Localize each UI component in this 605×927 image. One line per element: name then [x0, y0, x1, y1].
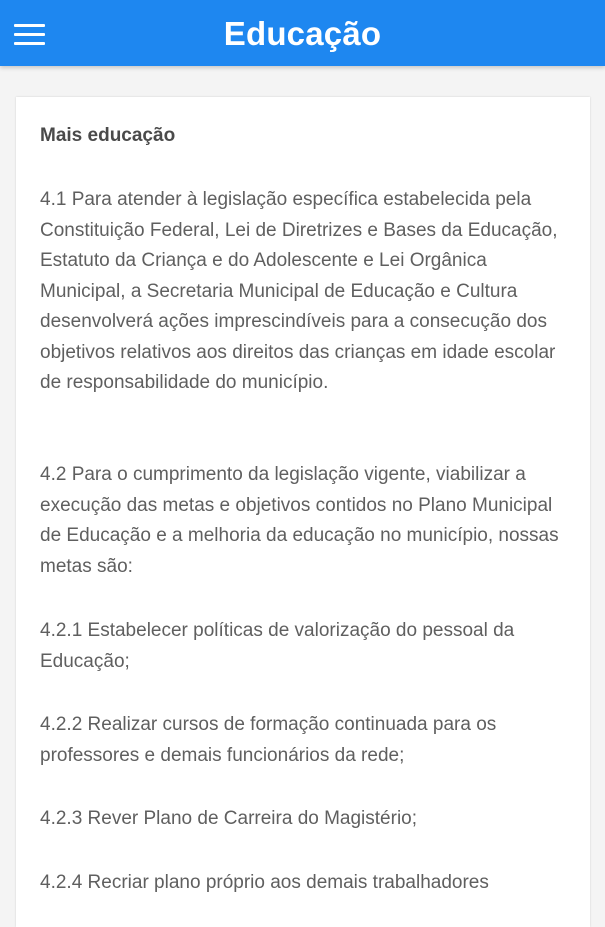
paragraph-4-2-1: 4.2.1 Estabelecer políticas de valorização do pessoal da Educação;: [40, 620, 515, 672]
paragraph-4-2-3: 4.2.3 Rever Plano de Carreira do Magistério;: [40, 808, 418, 829]
app-bar: [0, 0, 605, 66]
section-title: Mais educação: [40, 125, 176, 146]
paragraph-4-2: 4.2 Para o cumprimento da legislação vigente, viabilizar a execução das metas e objetivos contidos no Plano Municipal de Educação e a melhoria da educação no município, nossas metas são:: [40, 464, 559, 577]
paragraph-4-2-4: 4.2.4 Recriar plano próprio aos demais trabalhadores: [40, 872, 489, 893]
page-title: Educação: [223, 15, 382, 52]
content-card: [16, 97, 590, 927]
paragraph-4-1: 4.1 Para atender à legislação específica estabelecida pela Constituição Federal, Lei de Diretrizes e Bases da Educação, Estatuto da Criança e do Adolescente e Lei Orgânica Municipal, a Secretaria Municipal de Educação e Cultura desenvolverá ações imprescindíveis para a consecução dos objetivos relativos aos direitos das crianças em idade escolar de responsabilidade do município.: [40, 189, 558, 393]
paragraph-4-2-2: 4.2.2 Realizar cursos de formação continuada para os professores e demais funcionários da rede;: [40, 714, 497, 766]
